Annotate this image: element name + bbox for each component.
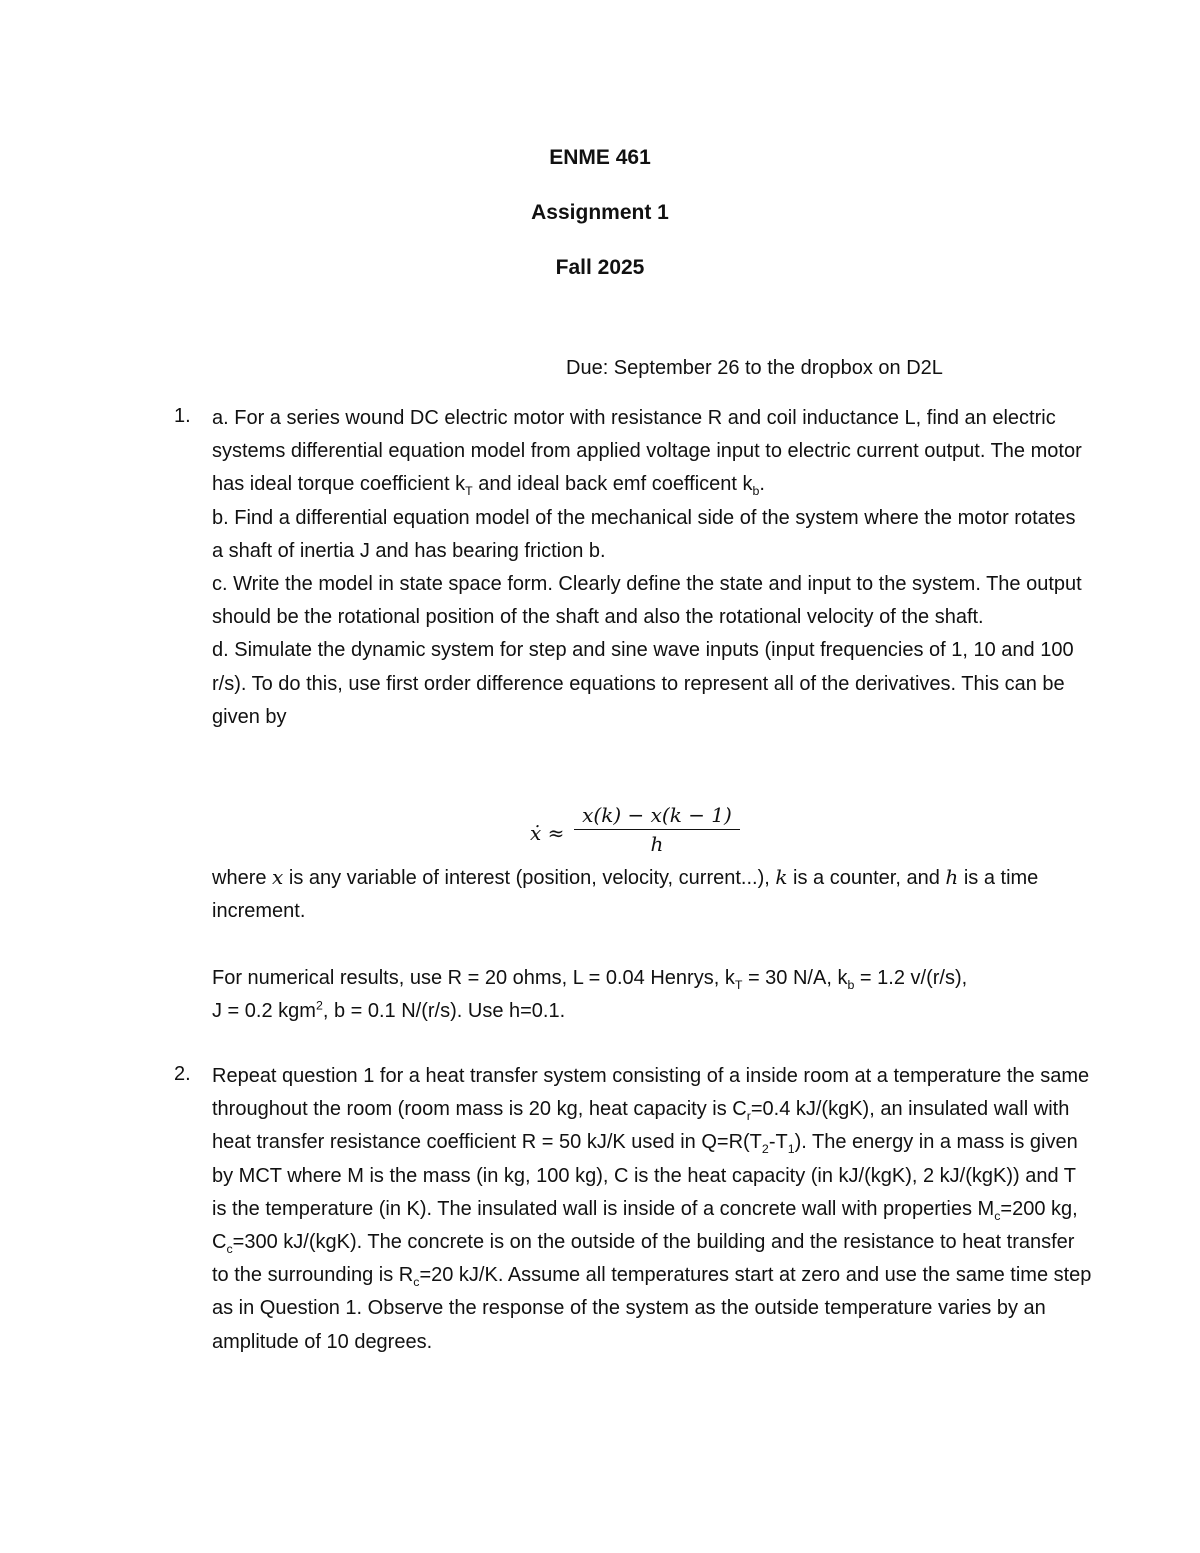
- due-date: Due: September 26 to the dropbox on D2L: [566, 357, 943, 379]
- part-d: d. Simulate the dynamic system for step and sine wave inputs (input frequencies of 1, 10 and 100 r/s). To do this, use first order difference equations to represent all of the derivatives. This can be given by: [212, 639, 1074, 728]
- question-2-text: Repeat question 1 for a heat transfer system consisting of a inside room at a temperature the same throughout the room (room mass is 20 kg, heat capacity is $C_r=0.4$ kJ/(kgK), an insulated wall with heat transfer resistance coefficient R = 50 kJ/K used in $Q=R(T_2-T_1)$. The energy in a mass is given by MCT where M is the mass (in kg, 100 kg), C is the heat capacity (in kJ/(kgK), 2 kJ/(kgK)) and T is the temperature (in K). The insulated wall is inside of a concrete wall with properties $M_c=200$ kg, $C_c=300$ kJ/(kgK). The concrete is on the outside of the building and the resistance to heat transfer to the surrounding is $R_c=20$ kJ/K. Assume all temperatures start at zero and use the same time step as in Question 1. Observe the response of the system as the outside temperature varies by an amplitude of 10 degrees.: [212, 1065, 1092, 1353]
- part-a: a. For a series wound DC electric motor with resistance R and coil inductance L, find an electric systems differential equation model from applied voltage input to electric current output. The motor has ideal torque coefficient $k_T$ and ideal back emf coefficent $k_b$.: [212, 407, 1082, 499]
- question-1-continued: [212, 861, 1092, 1028]
- question-1-number: 1.: [174, 405, 191, 427]
- formula-lhs: ẋ ≈: [530, 821, 565, 845]
- formula-numerator: x(k) − x(k − 1): [582, 803, 732, 827]
- question-2-body: [212, 1060, 1092, 1359]
- question-1-body: [212, 402, 1092, 734]
- formula-denominator: h: [650, 832, 664, 856]
- part-c: c. Write the model in state space form. Clearly define the state and input to the system. The output should be the rotational position of the shaft and also the rotational velocity of the shaft.: [212, 573, 1082, 629]
- formula-fraction: [574, 803, 740, 856]
- numerical-values: For numerical results, use R = 20 ohms, L = 0.04 Henrys, $k_T = 30$ N/A, $k_b = 1.2$ v/(r/s), J = 0.2 kgm$^2$, b = 0.1 N/(r/s). Use h=0.1.: [212, 966, 968, 1022]
- part-b: b. Find a differential equation model of the mechanical side of the system where the motor rotates a shaft of inertia J and has bearing friction b.: [212, 506, 1076, 562]
- course-title: ENME 461: [549, 146, 651, 169]
- where-text: where x is any variable of interest (position, velocity, current...), k is a counter, and h is a time increment.: [212, 865, 1039, 923]
- term-title: Fall 2025: [555, 256, 645, 279]
- assignment-title: Assignment 1: [531, 201, 669, 224]
- question-2-number: 2.: [174, 1063, 191, 1085]
